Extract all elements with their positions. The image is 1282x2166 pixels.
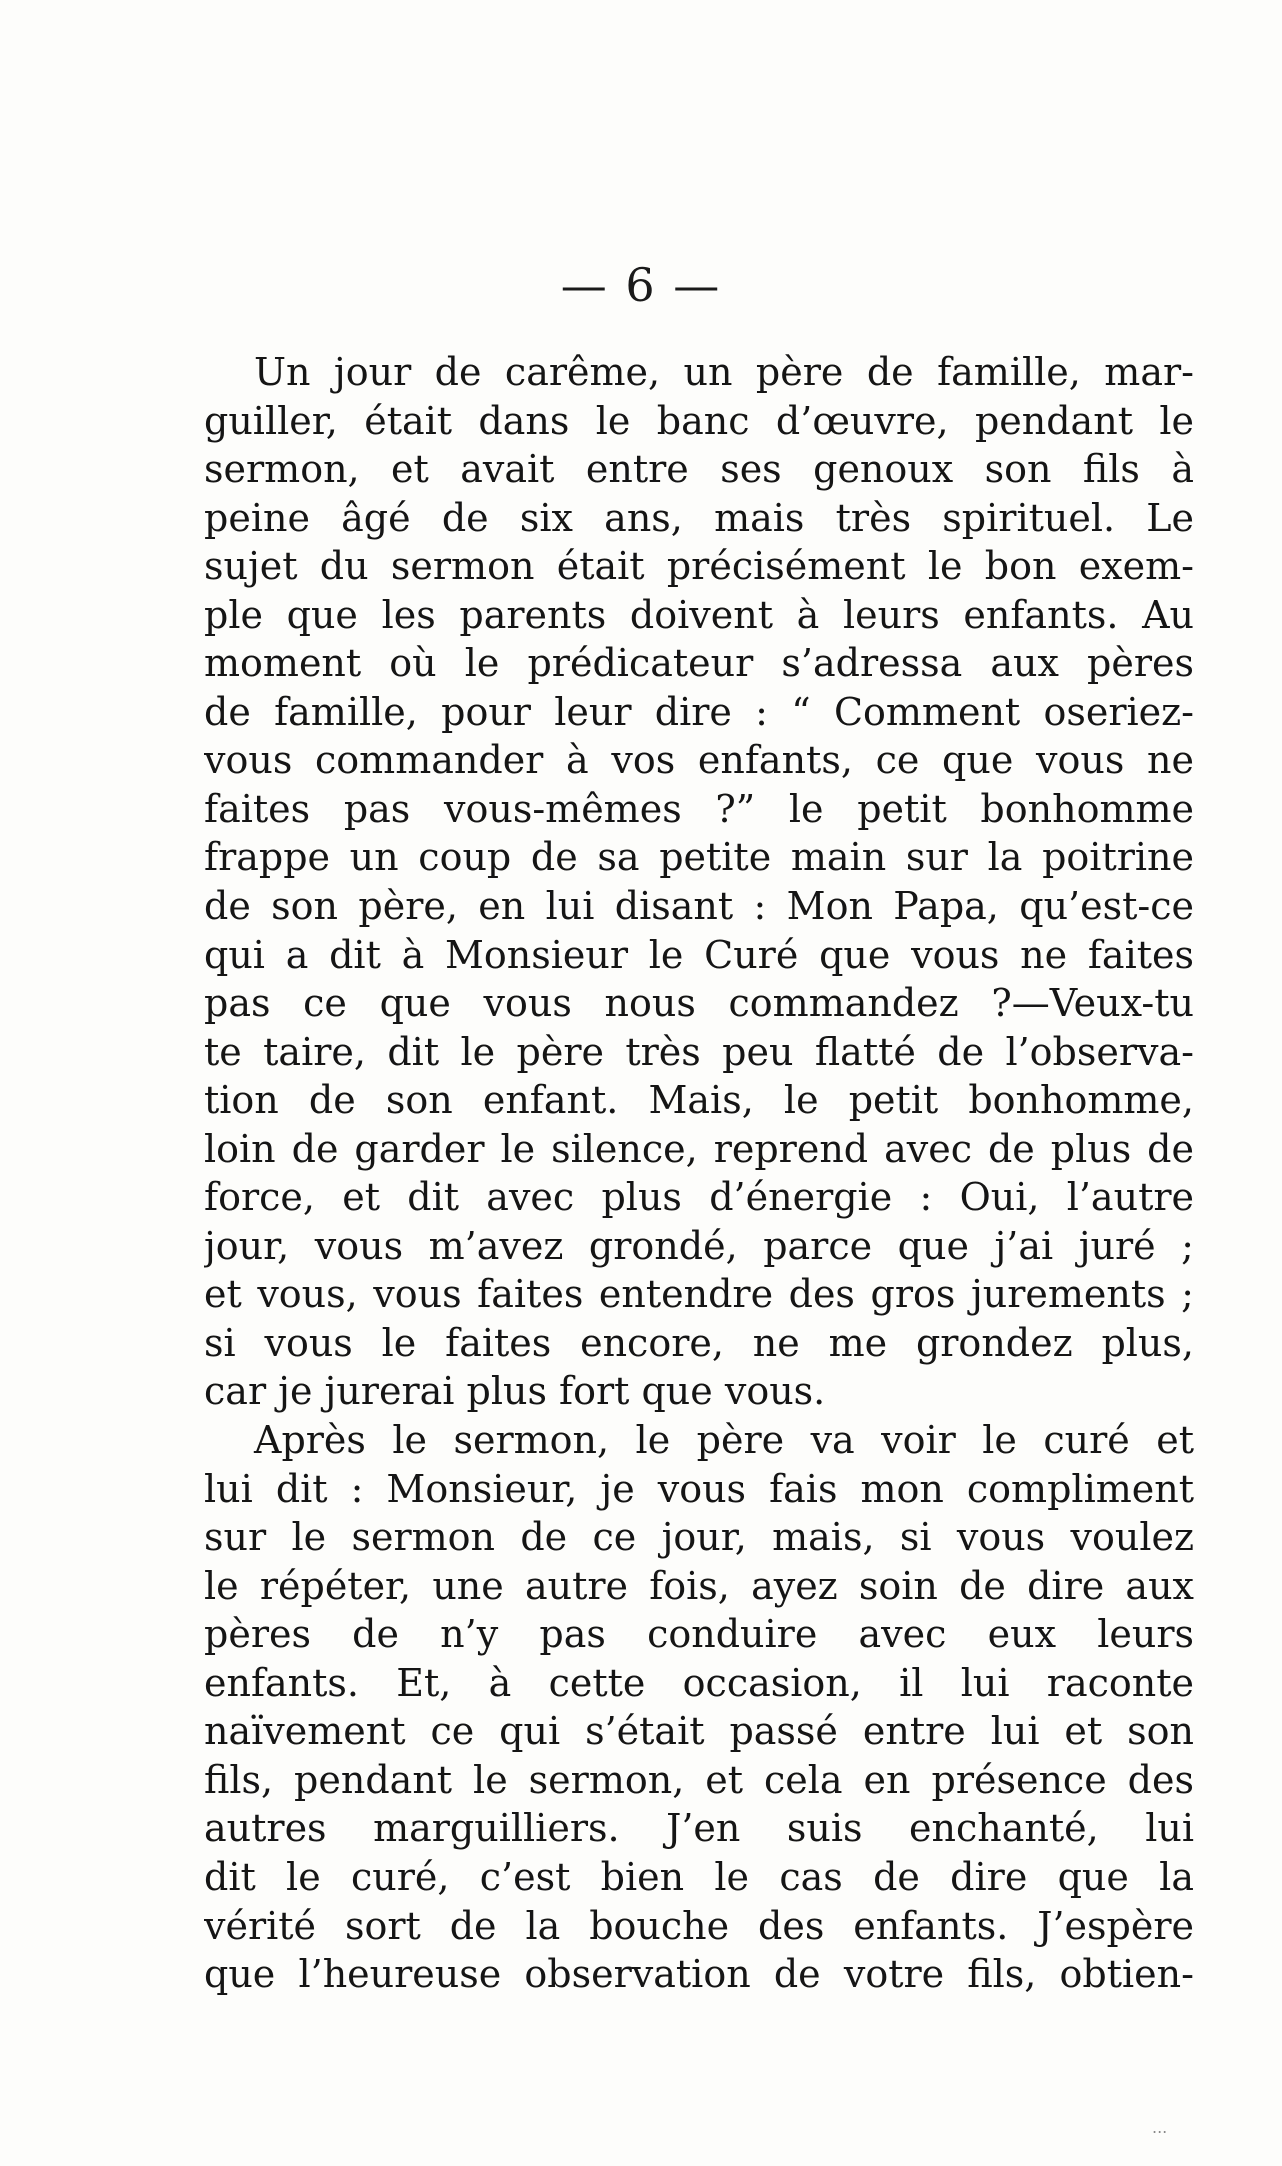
text-line: lui dit : Monsieur, je vous fais mon compliment [204, 1466, 1194, 1511]
text-line: car je jurerai plus fort que vous. [204, 1369, 826, 1414]
catchword-mark: ... [1152, 2118, 1168, 2137]
text-line: tion de son enfant. Mais, le petit bonhomme, [204, 1078, 1194, 1123]
text-line: de son père, en lui disant : Mon Papa, qu’est-ce [204, 884, 1194, 929]
text-line: qui a dit à Monsieur le Curé que vous ne faites [204, 932, 1194, 977]
text-line: enfants. Et, à cette occasion, il lui raconte [204, 1660, 1194, 1705]
text-line: peine âgé de six ans, mais très spirituel. Le [204, 495, 1194, 540]
text-line: Un jour de carême, un père de famille, mar- [254, 350, 1194, 394]
text-line: le répéter, une autre fois, ayez soin de dire aux [204, 1563, 1194, 1608]
text-line: sur le sermon de ce jour, mais, si vous voulez [204, 1515, 1194, 1560]
page-number: — 6 — [560, 258, 722, 312]
text-line: pas ce que vous nous commandez ?—Veux-tu [204, 981, 1194, 1026]
text-line: si vous le faites encore, ne me grondez plus, [204, 1320, 1194, 1365]
text-line: vérité sort de la bouche des enfants. J’espère [204, 1903, 1194, 1948]
text-line: sermon, et avait entre ses genoux son fils à [204, 447, 1194, 492]
text-line: dit le curé, c’est bien le cas de dire que la [204, 1854, 1194, 1899]
text-line: faites pas vous-mêmes ?” le petit bonhomme [204, 786, 1194, 831]
text-line: force, et dit avec plus d’énergie : Oui, l’autre [204, 1175, 1194, 1220]
text-line: te taire, dit le père très peu flatté de l’observa- [204, 1029, 1194, 1074]
text-line: loin de garder le silence, reprend avec de plus de [204, 1126, 1194, 1171]
text-line: guiller, était dans le banc d’œuvre, pendant le [204, 398, 1194, 443]
text-line: jour, vous m’avez grondé, parce que j’ai juré ; [204, 1223, 1194, 1268]
text-line: que l’heureuse observation de votre fils, obtien- [204, 1952, 1194, 1997]
text-line: autres marguilliers. J’en suis enchanté, lui [204, 1806, 1194, 1851]
body-text [204, 348, 1194, 1999]
text-line: et vous, vous faites entendre des gros jurements ; [204, 1272, 1194, 1317]
text-line: moment où le prédicateur s’adressa aux pères [204, 641, 1194, 686]
text-line: Après le sermon, le père va voir le curé et [254, 1418, 1194, 1463]
text-line: naïvement ce qui s’était passé entre lui et son [204, 1709, 1194, 1754]
text-line: de famille, pour leur dire : “ Comment oseriez- [204, 689, 1194, 734]
text-line: frappe un coup de sa petite main sur la poitrine [204, 835, 1194, 880]
text-line: sujet du sermon était précisément le bon exem- [204, 544, 1194, 589]
text-line: pères de n’y pas conduire avec eux leurs [204, 1612, 1194, 1657]
text-line: ple que les parents doivent à leurs enfants. Au [204, 592, 1194, 637]
text-line: vous commander à vos enfants, ce que vous ne [204, 738, 1194, 783]
text-line: fils, pendant le sermon, et cela en présence des [204, 1757, 1194, 1802]
